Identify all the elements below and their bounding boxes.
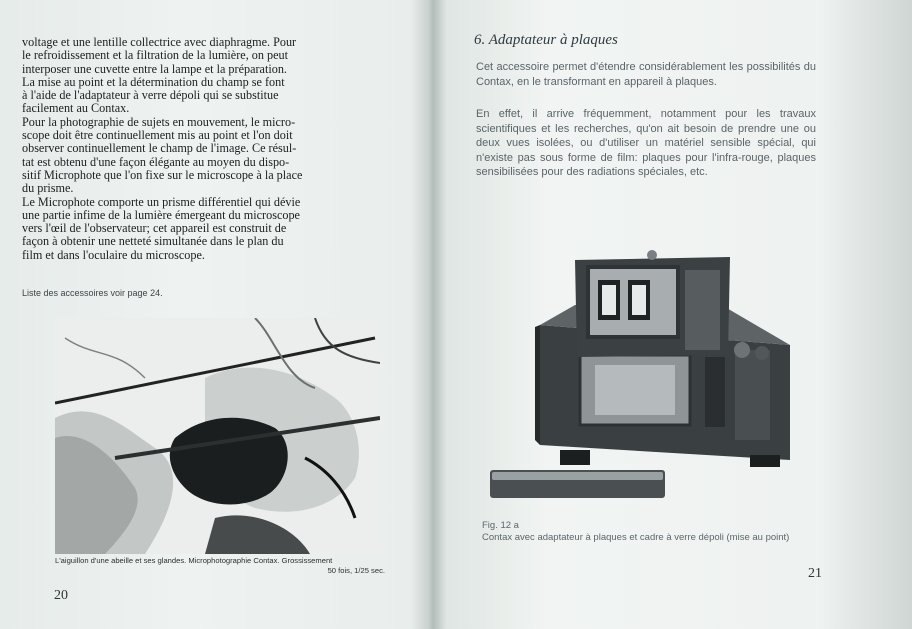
body-line: Le Microphote comporte un prisme différentiel qui dévie (22, 194, 301, 209)
micrograph-caption (55, 556, 385, 576)
body-line: une partie infime de la lumière émergeant du microscope (22, 207, 300, 222)
body-line: sitif Microphote que l'on fixe sur le microscope à la place (22, 167, 303, 182)
body-line: Pour la photographie de sujets en mouvement, le micro- (22, 114, 296, 129)
body-line: façon à obtenir une netteté simultanée dans le plan du (22, 234, 284, 249)
micrograph-image (55, 318, 380, 554)
section-title: 6. Adaptateur à plaques (474, 32, 618, 48)
accessories-reference: Liste des accessoires voir page 24. (22, 288, 163, 298)
bee-stinger-micrograph (55, 318, 380, 554)
page-number-left: 20 (54, 588, 68, 603)
page-number-right: 21 (808, 566, 822, 581)
body-line: observer continuellement le champ de l'image. Ce résul- (22, 141, 297, 156)
figure-caption (482, 520, 822, 544)
left-body-text (22, 36, 374, 262)
contax-plate-adapter-image (480, 245, 810, 515)
figure-label: Fig. 12 a (482, 520, 519, 531)
body-line: scope doit être continuellement mis au point et l'on doit (22, 128, 293, 143)
intro-paragraph: Cet accessoire permet d'étendre considérablement les possibilités du Contax, en le transformant en appareil à plaques. (476, 61, 816, 88)
details-paragraph: En effet, il arrive fréquemment, notamment pour les travaux scientifiques et les recherches, qu'on ait besoin de prendre une ou deux vues isolées, ou d'utiliser un matériel sensible spécial, qui n'existe pas sous forme de film: plaques pour l'infra-rouge, plaques sensibilisées pour des radiations spéciales, etc. (476, 108, 816, 179)
body-line: à l'aide de l'adaptateur à verre dépoli qui se substitue (22, 88, 279, 103)
camera-photo (480, 245, 810, 515)
body-line: La mise au point et la détermination du champ se font (22, 74, 285, 89)
micrograph-caption-text: L'aiguillon d'une abeille et ses glandes. Microphotographie Contax. Grossissement (55, 556, 333, 565)
body-line: interposer une cuvette entre la lampe et la préparation. (22, 61, 287, 76)
body-line: vers l'œil de l'observateur; cet appareil est construit de (22, 221, 287, 236)
body-line: facilement au Contax. (22, 101, 130, 116)
body-line: du prisme. (22, 181, 74, 196)
figure-caption-text: Contax avec adaptateur à plaques et cadre à verre dépoli (mise au point) (482, 532, 790, 543)
body-line: tat est obtenu d'une façon élégante au moyen du dispo- (22, 154, 290, 169)
body-line: le refroidissement et la filtration de la lumière, on peut (22, 48, 289, 63)
micrograph-caption-exposure: 50 fois, 1/25 sec. (327, 566, 385, 575)
body-line: voltage et une lentille collectrice avec diaphragme. Pour (22, 35, 297, 49)
body-line: film et dans l'oculaire du microscope. (22, 247, 205, 262)
